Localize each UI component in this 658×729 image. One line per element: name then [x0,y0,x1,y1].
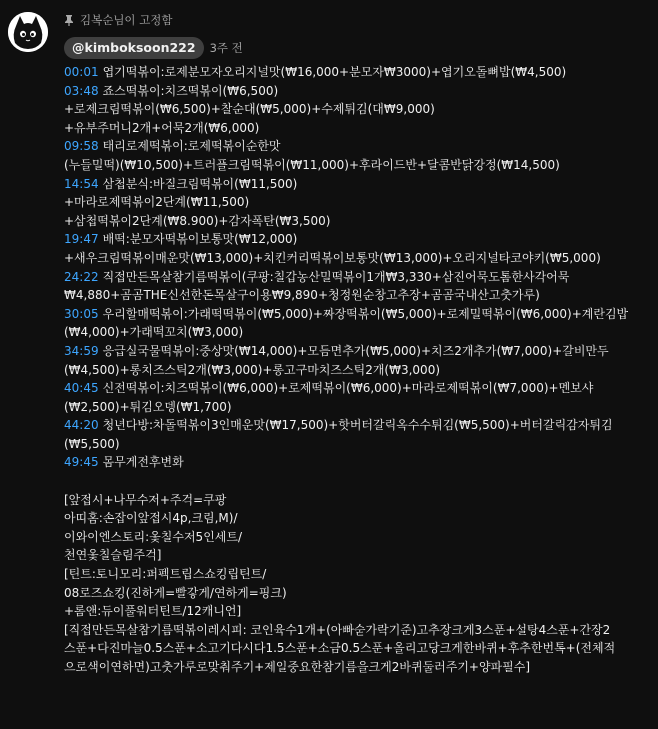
comment-line [64,621,658,640]
timestamp-link[interactable]: 34:59 [64,343,99,358]
timestamp-link[interactable]: 30:05 [64,306,99,321]
comment-line [64,584,658,603]
comment-line [64,509,658,528]
comment-line-text: +로제크림떡볶이(₩6,500)+찰순대(₩5,000)+수제튀김(대₩9,000) [64,102,435,117]
timestamp-link[interactable]: 03:48 [64,83,99,98]
comment-body [64,63,658,677]
comment-line-text: 신전떡볶이:치즈떡볶이(₩6,000)+로제떡볶이(₩6,000)+마라로제떡볶이(₩7,000)+멘보샤 [102,381,594,396]
comment-line-text: 삼첩분식:바질크림떡볶이(₩11,500) [102,176,298,191]
timestamp-link[interactable]: 19:47 [64,232,99,247]
comment-line-text: +삼첩떡볶이2단계(₩8.900)+감자폭탄(₩3,500) [64,213,331,228]
comment-line-text: ₩4,880+곰곰THE신선한돈목살구이용₩9,890+청정원순창고추장+곰곰국내산고춧가루) [64,288,540,303]
author-handle[interactable]: @kimboksoon222 [64,37,204,59]
comment-line [64,491,658,510]
timestamp-link[interactable]: 49:45 [64,455,99,470]
comment-line-text: (₩4,500)+롱치즈스틱2개(₩3,000)+롱고구마치즈스틱2개(₩3,000) [64,362,441,377]
comment-line [64,528,658,547]
comment-line [64,82,658,101]
comment-line-text: 청년다방:차돌떡볶이3인매운맛(₩17,500)+핫버터갈릭옥수수튀김(₩5,500)+버터갈릭감자튀김 [102,418,613,433]
comment-line-text: 이와이엔스토리:옻칠수저5인세트/ [64,529,243,544]
pinned-text: 김복순님이 고정함 [80,13,173,27]
comment-line-text: 태리로제떡볶이:로제떡볶이순한맛 [102,139,281,154]
comment-line-text: 직접만든목살참기름떡볶이(쿠팡:칠갑농산밀떡볶이1개₩3,330+삼진어묵도톰한사각어묵 [102,269,570,284]
timestamp-link[interactable]: 14:54 [64,176,99,191]
comment-line [64,323,658,342]
comment-line [64,453,658,472]
comment-line [64,602,658,621]
timestamp-link[interactable]: 09:58 [64,139,99,154]
comment-line [64,546,658,565]
comment-line [64,342,658,361]
comment-line [64,361,658,380]
comment-line [64,305,658,324]
comment-line [64,119,658,138]
comment-line-text: 아띠홈:손잡이앞접시4p,크림,M)/ [64,511,238,526]
comment-line [64,435,658,454]
comment-time[interactable]: 3주 전 [209,41,243,55]
comment-line-text: (₩4,000)+가래떡꼬치(₩3,000) [64,325,244,340]
comment-line [64,639,658,658]
comment-line-text: [틴트:토니모리:퍼펙트립스쇼킹립틴트/ [64,567,267,582]
comment-line-text: (누들밀떡)(₩10,500)+트러플크림떡볶이(₩11,000)+후라이드반+달콤반닭강정(₩14,500) [64,157,560,172]
timestamp-link[interactable]: 00:01 [64,65,99,79]
comment-line-text: +유부주머니2개+어묵2개(₩6,000) [64,120,260,135]
comment-line-text: 엽기떡볶이:로제분모자오리지널맛(₩16,000+분모자₩3000)+엽기오돌뼈밥(₩4,500) [102,65,567,79]
comment-line [64,156,658,175]
comment-line [64,175,658,194]
comment-line [64,416,658,435]
comment-line-text: [앞접시+나무수저+주걱=쿠팡 [64,492,227,507]
comment-header [64,37,243,59]
comment-line [64,286,658,305]
comment-line [64,565,658,584]
comment-line [64,193,658,212]
comment-line [64,249,658,268]
comment-line-text: +마라로제떡볶이2단계(₩11,500) [64,195,250,210]
comment-line-text: 몸무게전후변화 [102,455,184,470]
comment-line-text: +새우크림떡볶이매운맛(₩13,000)+치킨커리떡볶이보통맛(₩13,000)+오리지널타코야키(₩5,000) [64,250,601,265]
comment-line-text: 으로색이연하면)고춧가루로맞춰주기+제일중요한참기름을크게2바퀴둘러주기+양파필수] [64,660,531,674]
timestamp-link[interactable]: 44:20 [64,418,99,433]
black-cat-icon [8,12,48,52]
comment-line [64,63,658,82]
pinned-indicator [64,11,173,29]
comment-line-text: 우리할매떡볶이:가래떡떡볶이(₩5,000)+짜장떡볶이(₩5,000)+로제밀떡볶이(₩6,000)+계란김밥 [102,306,629,321]
comment-line-text: 배떡:분모자떡볶이보통맛(₩12,000) [102,232,298,247]
avatar[interactable] [8,12,48,52]
comment-line [64,212,658,231]
comment-line-text: 스푼+다진마늘0.5스푼+소고기다시다1.5스푼+소금0.5스푼+올리고당크게한바퀴+후추한번톡+(전체적 [64,641,616,656]
comment-line [64,658,658,677]
comment-line-text: [직접만든목살참기름떡볶이레시피: 코인육수1개+(아빠숟가락기준)고추장크게3스푼+설탕4스푼+간장2 [64,622,611,637]
comment-line-text: 죠스떡볶이:치즈떡볶이(₩6,500) [102,83,279,98]
pin-icon [64,14,74,26]
timestamp-link[interactable]: 24:22 [64,269,99,284]
comment-line-text: (₩2,500)+튀김오뎅(₩1,700) [64,399,232,414]
comment-line-text: (₩5,500) [64,436,120,451]
comment-line [64,230,658,249]
comment-line [64,100,658,119]
comment-line-text: +롬앤:듀이풀워터틴트/12캐니언] [64,604,242,619]
comment-line [64,268,658,287]
comment-line-text: 응급실국물떡볶이:중상맛(₩14,000)+모듬면추가(₩5,000)+치즈2개추가(₩7,000)+갈비만두 [102,343,609,358]
comment-line [64,137,658,156]
comment-line-text: 천연옻칠슬림주걱] [64,548,162,563]
comment-line [64,379,658,398]
timestamp-link[interactable]: 40:45 [64,381,99,396]
comment-line [64,472,658,491]
comment-line [64,398,658,417]
comment-line-text: 08로즈쇼킹(진하게=빨갛게/연하게=핑크) [64,585,287,600]
